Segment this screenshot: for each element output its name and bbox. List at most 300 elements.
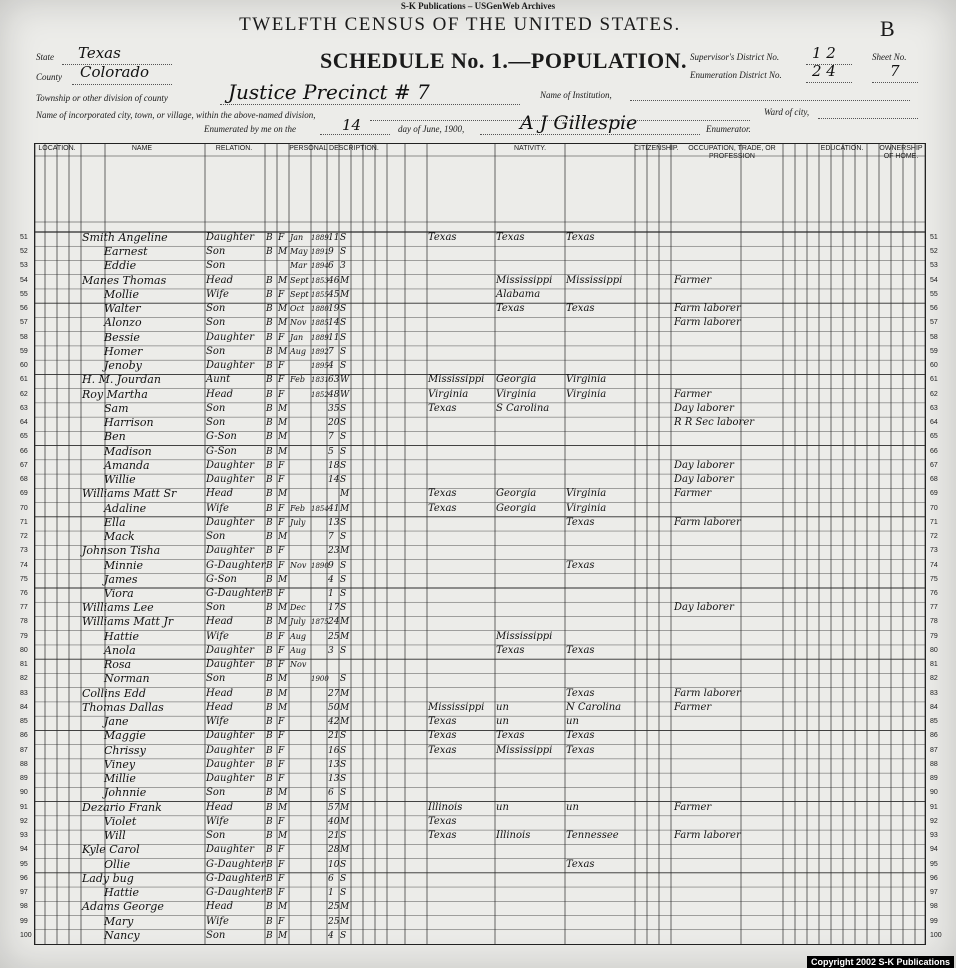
day-value: 14 xyxy=(342,116,362,134)
person-name: Homer xyxy=(104,344,143,358)
age-cell: 17 xyxy=(328,603,340,614)
person-name: Viney xyxy=(104,757,136,771)
sex-cell: M xyxy=(278,574,288,585)
race-cell: B xyxy=(266,460,273,471)
marital-cell: M xyxy=(340,275,350,286)
age-cell: 1 xyxy=(328,589,334,599)
marital-cell: S xyxy=(340,859,347,870)
relation-cell: Head xyxy=(206,687,234,699)
age-cell: 3 xyxy=(328,645,334,656)
relation-cell: Wife xyxy=(206,915,229,927)
birthplace-cell: Illinois xyxy=(428,801,463,813)
marital-cell: S xyxy=(340,346,347,357)
father-birthplace-cell: Georgia xyxy=(496,502,537,514)
row-number: 63 xyxy=(20,404,28,412)
county-label: County xyxy=(36,72,62,82)
marital-cell: S xyxy=(340,930,347,941)
sex-cell: F xyxy=(278,503,285,514)
sex-cell: F xyxy=(278,845,285,856)
age-cell: 40 xyxy=(328,816,340,827)
marital-cell: S xyxy=(340,603,347,614)
sex-cell: M xyxy=(278,446,288,457)
mother-birthplace-cell: Texas xyxy=(566,687,595,699)
row-number: 90 xyxy=(20,789,28,797)
copyright-notice: Copyright 2002 S-K Publications xyxy=(807,956,954,968)
age-cell: 4 xyxy=(328,361,334,372)
row-number: 82 xyxy=(930,675,938,683)
township-value: Justice Precinct # 7 xyxy=(228,80,430,104)
column-group-name: NAME xyxy=(131,145,153,152)
occupation-cell: Farm laborer xyxy=(674,303,741,315)
sex-cell: F xyxy=(278,731,285,742)
state-label: State xyxy=(36,52,54,62)
column-group-relation: RELATION. xyxy=(215,145,253,152)
person-name: Will xyxy=(104,829,126,843)
race-cell: B xyxy=(266,432,273,443)
race-cell: B xyxy=(266,788,273,799)
column-group-occupation: OCCUPATION, TRADE, OR PROFESSION xyxy=(688,145,776,160)
marital-cell: M xyxy=(340,503,350,514)
sex-cell: M xyxy=(278,702,288,713)
row-number: 100 xyxy=(20,931,32,939)
birthplace-cell: Mississippi xyxy=(428,374,485,386)
person-name: Johnson Tisha xyxy=(82,544,161,558)
sex-cell: M xyxy=(278,802,288,813)
person-name: Collins Edd xyxy=(82,686,146,700)
age-cell: 1 xyxy=(328,888,334,899)
row-number: 78 xyxy=(20,618,28,626)
marital-cell: M xyxy=(340,546,350,557)
birthplace-cell: Texas xyxy=(428,402,457,414)
marital-cell: M xyxy=(340,631,350,642)
age-cell: 45 xyxy=(328,289,340,300)
person-name: Jenoby xyxy=(104,359,142,373)
row-number: 77 xyxy=(20,604,28,612)
person-name: Lady bug xyxy=(82,871,134,885)
age-cell: 13 xyxy=(328,517,340,528)
sex-cell: M xyxy=(278,831,288,842)
race-cell: B xyxy=(266,375,273,386)
race-cell: B xyxy=(266,731,273,742)
marital-cell: S xyxy=(340,574,347,585)
person-name: Manes Thomas xyxy=(82,273,167,287)
row-number: 59 xyxy=(930,347,938,355)
sex-cell: M xyxy=(278,346,288,357)
row-number: 87 xyxy=(930,746,938,754)
age-cell: 7 xyxy=(328,532,334,543)
marital-cell: S xyxy=(340,888,347,899)
row-number: 81 xyxy=(930,661,938,669)
birth-month-cell: Feb xyxy=(290,375,305,385)
birth-year-cell: 1890 xyxy=(311,561,329,570)
sex-cell: F xyxy=(278,475,285,486)
census-title: TWELFTH CENSUS OF THE UNITED STATES. xyxy=(239,14,681,35)
person-name: Hattie xyxy=(104,886,140,900)
father-birthplace-cell: un xyxy=(496,716,509,728)
age-cell: 46 xyxy=(328,275,340,286)
mother-birthplace-cell: Texas xyxy=(566,232,595,243)
relation-cell: Head xyxy=(206,616,234,628)
age-cell: 16 xyxy=(328,745,340,756)
relation-cell: Daughter xyxy=(206,644,254,656)
relation-cell: Wife xyxy=(206,502,229,514)
row-number: 95 xyxy=(20,860,28,868)
race-cell: B xyxy=(266,489,273,500)
person-name: Thomas Dallas xyxy=(82,700,164,714)
row-number: 83 xyxy=(930,689,938,697)
row-number: 76 xyxy=(930,590,938,597)
relation-cell: Wife xyxy=(206,288,229,300)
birth-year-cell: 1875 xyxy=(311,618,329,627)
age-cell: 19 xyxy=(328,304,340,315)
relation-cell: Daughter xyxy=(206,773,254,785)
birthplace-cell: Texas xyxy=(428,744,457,756)
column-group-citizenship: CITIZENSHIP. xyxy=(634,145,679,152)
row-number: 74 xyxy=(20,561,28,569)
marital-cell: S xyxy=(340,774,347,785)
sex-cell: F xyxy=(278,589,285,599)
race-cell: B xyxy=(266,546,273,557)
sex-cell: M xyxy=(278,532,288,543)
marital-cell: M xyxy=(340,617,350,628)
birthplace-cell: Texas xyxy=(428,232,457,243)
enumeration-label: Enumeration District No. xyxy=(690,70,782,80)
relation-cell: Son xyxy=(206,787,226,799)
occupation-cell: Farmer xyxy=(674,701,712,713)
relation-cell: Son xyxy=(206,317,226,329)
father-birthplace-cell: Alabama xyxy=(496,288,541,300)
relation-cell: G-Daughter xyxy=(206,887,266,899)
person-name: Chrissy xyxy=(104,743,146,757)
row-number: 71 xyxy=(20,518,28,526)
marital-cell: S xyxy=(340,589,347,599)
occupation-cell: Farmer xyxy=(674,488,712,500)
father-birthplace-cell: Texas xyxy=(496,232,525,243)
row-number: 65 xyxy=(930,433,938,441)
race-cell: B xyxy=(266,745,273,756)
row-number: 62 xyxy=(930,390,938,398)
marital-cell: S xyxy=(340,873,347,884)
row-number: 70 xyxy=(20,504,28,512)
row-number: 96 xyxy=(930,874,938,882)
race-cell: B xyxy=(266,774,273,785)
birth-month-cell: Sept xyxy=(290,289,309,299)
father-birthplace-cell: Texas xyxy=(496,730,525,742)
occupation-cell: Farmer xyxy=(674,274,712,286)
sex-cell: M xyxy=(278,247,288,258)
relation-cell: Head xyxy=(206,801,234,813)
father-birthplace-cell: Mississippi xyxy=(496,630,553,642)
race-cell: B xyxy=(266,289,273,300)
race-cell: B xyxy=(266,389,273,400)
person-name: Harrison xyxy=(104,416,154,430)
race-cell: B xyxy=(266,503,273,514)
row-number: 69 xyxy=(930,490,938,498)
institution-label: Name of Institution, xyxy=(540,90,612,100)
age-cell: 9 xyxy=(328,560,334,571)
age-cell: 42 xyxy=(328,717,340,728)
age-cell: 21 xyxy=(328,831,340,842)
relation-cell: G-Daughter xyxy=(206,559,266,571)
mother-birthplace-cell: Texas xyxy=(566,858,595,870)
row-number: 53 xyxy=(20,262,28,270)
person-name: Williams Matt Jr xyxy=(82,615,174,629)
row-number: 58 xyxy=(930,333,938,341)
birth-month-cell: Nov xyxy=(290,660,307,670)
mother-birthplace-cell: Virginia xyxy=(566,502,607,514)
row-number: 55 xyxy=(930,290,938,298)
row-number: 88 xyxy=(930,760,938,768)
sex-cell: F xyxy=(278,289,285,300)
marital-cell: S xyxy=(340,403,347,414)
row-number: 87 xyxy=(20,746,28,754)
row-number: 62 xyxy=(20,390,28,398)
age-cell: 25 xyxy=(328,916,340,927)
race-cell: B xyxy=(266,902,273,913)
marital-cell: S xyxy=(340,745,347,756)
sex-cell: F xyxy=(278,888,285,899)
age-cell: 11 xyxy=(328,332,340,343)
row-number: 51 xyxy=(20,234,28,241)
publisher-banner: S-K Publications – USGenWeb Archives xyxy=(400,1,556,11)
sex-cell: M xyxy=(278,489,288,500)
birth-month-cell: Aug xyxy=(290,346,307,356)
birth-year-cell: 1831 xyxy=(311,376,329,385)
person-name: Williams Lee xyxy=(82,601,154,615)
row-number: 71 xyxy=(930,518,938,526)
relation-cell: Wife xyxy=(206,716,229,728)
column-group-education: EDUCATION. xyxy=(820,145,864,152)
row-number: 52 xyxy=(20,248,28,256)
mother-birthplace-cell: Virginia xyxy=(566,488,607,500)
relation-cell: Daughter xyxy=(206,758,254,770)
row-number: 68 xyxy=(930,476,938,484)
occupation-cell: Day laborer xyxy=(674,459,734,471)
enumeration-value: 2 4 xyxy=(812,62,836,80)
person-name: Eddie xyxy=(104,259,137,273)
row-number: 52 xyxy=(930,248,938,256)
relation-cell: Daughter xyxy=(206,659,254,671)
sex-cell: F xyxy=(278,816,285,827)
relation-cell: Head xyxy=(206,488,234,500)
sex-cell: F xyxy=(278,389,285,400)
relation-cell: Daughter xyxy=(206,744,254,756)
enumerator-signature: A J Gillespie xyxy=(520,112,638,134)
row-number: 89 xyxy=(20,775,28,783)
birth-year-cell: 1889 xyxy=(311,234,329,242)
sex-cell: F xyxy=(278,233,285,243)
person-name: Adaline xyxy=(104,501,147,515)
person-name: Viora xyxy=(104,587,134,600)
birthplace-cell: Texas xyxy=(428,730,457,742)
birth-month-cell: July xyxy=(290,517,306,527)
race-cell: B xyxy=(266,446,273,457)
marital-cell: S xyxy=(340,233,347,243)
marital-cell: S xyxy=(340,532,347,543)
age-cell: 50 xyxy=(328,702,340,713)
birth-month-cell: Oct xyxy=(290,304,305,314)
father-birthplace-cell: Texas xyxy=(496,303,525,315)
sex-cell: F xyxy=(278,460,285,471)
birthplace-cell: Texas xyxy=(428,815,457,827)
race-cell: B xyxy=(266,318,273,329)
row-number: 100 xyxy=(930,931,942,939)
race-cell: B xyxy=(266,660,273,671)
row-number: 56 xyxy=(930,305,938,313)
schedule-title: SCHEDULE No. 1.—POPULATION. xyxy=(320,48,687,73)
sex-cell: F xyxy=(278,873,285,884)
marital-cell: M xyxy=(340,845,350,856)
row-number: 63 xyxy=(930,404,938,412)
column-group-location: LOCATION. xyxy=(38,145,76,152)
relation-cell: Son xyxy=(206,602,226,614)
relation-cell: Daughter xyxy=(206,474,254,486)
relation-cell: Son xyxy=(206,303,226,315)
age-cell: 35 xyxy=(328,403,340,414)
sheet-label: Sheet No. xyxy=(872,52,907,62)
enumerator-label: Enumerator. xyxy=(706,124,751,134)
row-number: 86 xyxy=(20,732,28,740)
row-number: 93 xyxy=(930,832,938,840)
sex-cell: F xyxy=(278,660,285,671)
race-cell: B xyxy=(266,247,273,258)
person-name: Sam xyxy=(104,401,129,415)
age-cell: 57 xyxy=(328,802,340,813)
enumerated-label: Enumerated by me on the xyxy=(204,124,296,134)
race-cell: B xyxy=(266,845,273,856)
race-cell: B xyxy=(266,688,273,699)
birth-month-cell: Jan xyxy=(290,233,304,242)
marital-cell: S xyxy=(340,446,347,457)
person-name: Earnest xyxy=(104,245,148,259)
sex-cell: M xyxy=(278,902,288,913)
race-cell: B xyxy=(266,589,273,599)
sex-cell: F xyxy=(278,916,285,927)
race-cell: B xyxy=(266,603,273,614)
race-cell: B xyxy=(266,816,273,827)
birth-month-cell: Sept xyxy=(290,275,309,285)
row-number: 94 xyxy=(20,846,28,854)
age-cell: 41 xyxy=(328,503,340,514)
age-cell: 7 xyxy=(328,432,334,443)
father-birthplace-cell: Virginia xyxy=(496,388,537,400)
mother-birthplace-cell: Texas xyxy=(566,730,595,742)
age-cell: 6 xyxy=(328,873,334,884)
race-cell: B xyxy=(266,418,273,429)
sex-cell: F xyxy=(278,645,285,656)
person-name: Alonzo xyxy=(104,316,142,330)
birth-month-cell: Dec xyxy=(290,603,306,613)
age-cell: 21 xyxy=(328,731,340,742)
marital-cell: W xyxy=(340,389,350,400)
row-number: 99 xyxy=(20,917,28,925)
marital-cell: S xyxy=(340,304,347,315)
marital-cell: S xyxy=(340,831,347,842)
row-number: 72 xyxy=(20,533,28,541)
person-name: Norman xyxy=(104,672,150,686)
row-number: 55 xyxy=(20,290,28,298)
occupation-cell: Farmer xyxy=(674,388,712,400)
age-cell: 14 xyxy=(328,318,340,329)
marital-cell: S xyxy=(340,517,347,528)
relation-cell: Son xyxy=(206,402,226,414)
sex-cell: F xyxy=(278,560,285,571)
age-cell: 48 xyxy=(328,389,340,400)
mother-birthplace-cell: un xyxy=(566,801,579,813)
sex-cell: F xyxy=(278,375,285,386)
race-cell: B xyxy=(266,346,273,357)
race-cell: B xyxy=(266,802,273,813)
race-cell: B xyxy=(266,475,273,486)
birth-year-cell: 1895 xyxy=(311,362,329,371)
relation-cell: Daughter xyxy=(206,331,254,343)
row-number: 98 xyxy=(20,903,28,911)
person-name: Kyle Carol xyxy=(82,843,140,857)
sex-cell: M xyxy=(278,432,288,443)
mother-birthplace-cell: N Carolina xyxy=(566,701,622,713)
race-cell: B xyxy=(266,873,273,884)
birth-year-cell: 1889 xyxy=(311,333,329,342)
incorporated-label: Name of incorporated city, town, or village, within the above-named division, xyxy=(36,110,316,120)
race-cell: B xyxy=(266,275,273,286)
row-number: 61 xyxy=(20,376,28,384)
marital-cell: S xyxy=(340,361,347,372)
marital-cell: M xyxy=(340,802,350,813)
person-name: Ella xyxy=(104,515,126,529)
race-cell: B xyxy=(266,717,273,728)
father-birthplace-cell: Texas xyxy=(496,644,525,656)
row-number: 88 xyxy=(20,760,28,768)
age-cell: 13 xyxy=(328,759,340,770)
birth-month-cell: Aug xyxy=(290,645,307,655)
relation-cell: Son xyxy=(206,246,226,258)
marital-cell: S xyxy=(340,560,347,571)
person-name: Mollie xyxy=(104,287,139,301)
occupation-cell: Day laborer xyxy=(674,402,734,414)
father-birthplace-cell: S Carolina xyxy=(496,402,550,414)
row-number: 60 xyxy=(930,362,938,370)
birthplace-cell: Texas xyxy=(428,488,457,500)
column-group-ownership: OWNERSHIP OF HOME. xyxy=(879,145,923,160)
person-name: Madison xyxy=(104,444,152,458)
person-name: Ben xyxy=(104,430,126,444)
row-number: 79 xyxy=(20,632,28,640)
marital-cell: M xyxy=(340,489,350,500)
marital-cell: S xyxy=(340,460,347,471)
race-cell: B xyxy=(266,517,273,528)
birthplace-cell: Virginia xyxy=(428,388,469,400)
father-birthplace-cell: un xyxy=(496,801,509,813)
sex-cell: M xyxy=(278,418,288,429)
row-number: 81 xyxy=(20,661,28,669)
mother-birthplace-cell: Texas xyxy=(566,744,595,756)
person-name: Millie xyxy=(104,772,136,786)
row-number: 73 xyxy=(930,547,938,555)
race-cell: B xyxy=(266,916,273,927)
county-value: Colorado xyxy=(80,63,150,81)
person-name: Hattie xyxy=(104,629,140,643)
row-number: 96 xyxy=(20,874,28,882)
row-number: 57 xyxy=(20,319,28,327)
occupation-cell: Farm laborer xyxy=(674,830,741,842)
relation-cell: Head xyxy=(206,701,234,713)
race-cell: B xyxy=(266,560,273,571)
row-number: 66 xyxy=(20,447,28,455)
row-number: 65 xyxy=(20,433,28,441)
person-name: Roy Martha xyxy=(82,387,148,401)
birth-month-cell: Nov xyxy=(290,318,307,328)
marital-cell: M xyxy=(340,688,350,699)
